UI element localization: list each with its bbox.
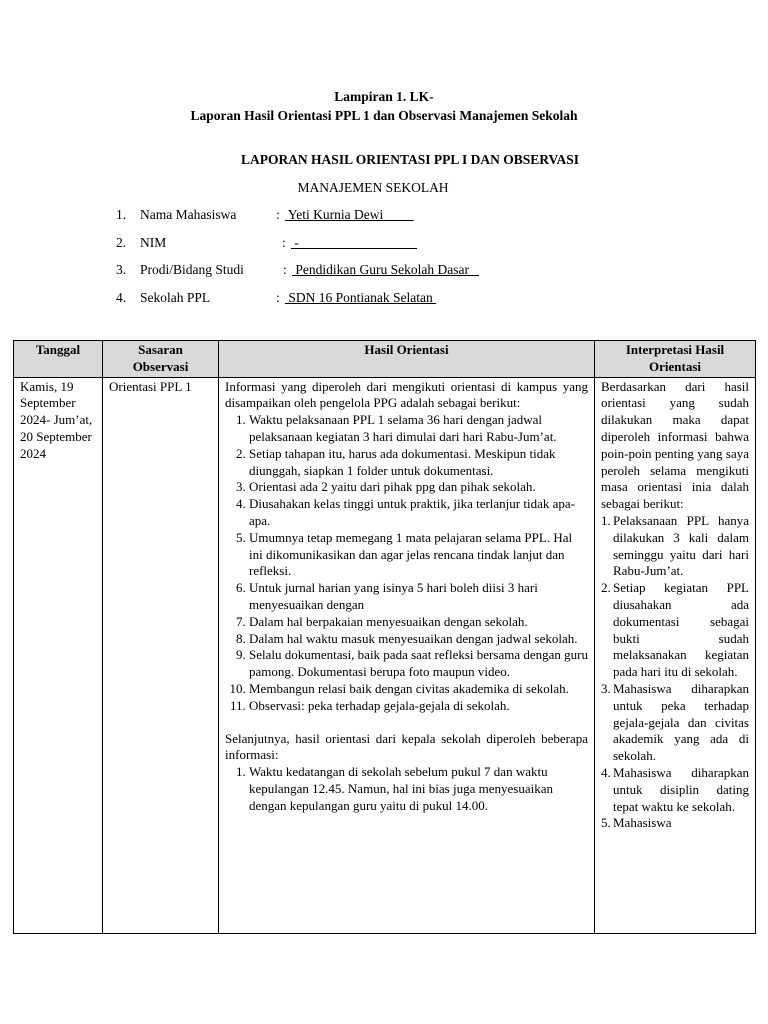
list-text: Setiap kegiatan PPL diusahakan ada dokumentasi sebagai bukti sudah melaksanakan kegiatan pada hari itu di sekolah. — [613, 580, 749, 680]
header-tanggal: Tanggal — [14, 341, 103, 378]
interpretasi-list-item — [601, 815, 749, 832]
list-number: 1. — [601, 512, 611, 528]
header-sasaran-observasi: Sasaran Observasi — [103, 341, 219, 378]
interpretasi-list-item — [601, 681, 749, 765]
field-value: SDN 16 Pontianak Selatan — [285, 290, 437, 305]
field-colon: : — [282, 235, 286, 250]
table-row — [14, 377, 756, 933]
hasil-intro: Informasi yang diperoleh dari mengikuti orientasi di kampus yang disampaikan oleh pengelola PPG adalah sebagai berikut: — [225, 378, 588, 411]
report-title-line1: LAPORAN HASIL ORIENTASI PPL I DAN OBSERVASI — [240, 152, 580, 167]
interpretasi-intro: Berdasarkan dari hasil orientasi yang sudah dilakukan maka dapat diperoleh informasi bahwa poin-poin penting yang saya peroleh selama mengikuti masa orientasi inia dalah sebagai berikut: — [601, 378, 749, 512]
interpretasi-list-item — [601, 580, 749, 681]
field-label: NIM — [140, 235, 167, 250]
orientation-table — [13, 340, 756, 934]
report-title-line2: MANAJEMEN SEKOLAH — [297, 180, 449, 195]
hasil-list-item: 4. Diusahakan kelas tinggi untuk praktik, jika terlanjur tidak apa-apa. — [249, 496, 588, 530]
field-number: 3. — [116, 262, 127, 277]
document-title: Laporan Hasil Orientasi PPL 1 dan Observasi Manajemen Sekolah — [190, 108, 578, 123]
interpretasi-list — [601, 513, 749, 832]
field-value: - — [291, 235, 417, 250]
hasil-list-item: 11. Observasi: peka terhadap gejala-gejala di sekolah. — [249, 698, 588, 715]
field-value: Pendidikan Guru Sekolah Dasar — [292, 262, 480, 277]
list-text: Mahasiswa — [613, 815, 672, 831]
header-interpretasi: Interpretasi Hasil Orientasi — [595, 341, 756, 378]
cell-hasil-orientasi — [219, 377, 595, 933]
hasil-list-item: 2. Setiap tahapan itu, harus ada dokumentasi. Meskipun tidak diunggah, siapkan 1 folder untuk dokumentasi. — [249, 446, 588, 480]
field-value: Yeti Kurnia Dewi — [285, 207, 414, 222]
field-number: 4. — [116, 290, 127, 305]
hasil-list-item: 6. Untuk jurnal harian yang isinya 5 hari boleh diisi 3 hari menyesuaikan dengan — [249, 580, 588, 614]
hasil-list — [225, 412, 588, 714]
list-number: 2. — [601, 580, 611, 596]
interpretasi-list-item — [601, 765, 749, 815]
field-number: 2. — [116, 235, 127, 250]
hasil-list-item: 7. Dalam hal berpakaian menyesuaikan dengan sekolah. — [249, 614, 588, 631]
field-colon: : — [283, 262, 287, 277]
hasil-list-item: 1. Waktu kedatangan di sekolah sebelum pukul 7 dan waktu kepulangan 12.45. Namun, hal ini bias juga menyesuaikan dengan kepulangan guru yaitu di pukul 14.00. — [249, 764, 588, 814]
list-text: Mahasiswa diharapkan untuk peka terhadap gejala-gejala dan civitas akademik yang ada di sekolah. — [613, 680, 749, 764]
hasil-list-item: 9. Selalu dokumentasi, baik pada saat refleksi bersama dengan guru pamong. Dokumentasi berupa foto maupun video. — [249, 647, 588, 681]
field-label: Sekolah PPL — [140, 290, 211, 305]
list-text: Mahasiswa diharapkan untuk disiplin dating tepat waktu ke sekolah. — [613, 764, 749, 814]
cell-sasaran: Orientasi PPL 1 — [103, 377, 219, 933]
field-colon: : — [276, 290, 280, 305]
hasil-list-item: 10. Membangun relasi baik dengan civitas akademika di sekolah. — [249, 681, 588, 698]
hasil-intro-kepala-sekolah: Selanjutnya, hasil orientasi dari kepala sekolah diperoleh beberapa informasi: — [225, 730, 588, 763]
appendix-label: Lampiran 1. LK- — [334, 89, 434, 104]
list-number: 4. — [601, 764, 611, 780]
field-colon: : — [276, 207, 280, 222]
table-header-row — [14, 341, 756, 378]
hasil-list-item: 8. Dalam hal waktu masuk menyesuaikan dengan jadwal sekolah. — [249, 631, 588, 648]
hasil-list-kepala-sekolah — [225, 764, 588, 814]
cell-tanggal: Kamis, 19 September 2024- Jum’at, 20 September 2024 — [14, 377, 103, 933]
hasil-list-item: 5. Umumnya tetap memegang 1 mata pelajaran selama PPL. Hal ini dikomunikasikan dan agar jelas rencana tindak lanjut dan refleksi. — [249, 530, 588, 580]
list-text: Pelaksanaan PPL hanya dilakukan 3 kali dalam seminggu yaitu dari hari Rabu-Jum’at. — [613, 512, 749, 579]
interpretasi-list-item — [601, 513, 749, 580]
list-number: 5. — [601, 815, 611, 831]
header-hasil-orientasi: Hasil Orientasi — [219, 341, 595, 378]
list-number: 3. — [601, 680, 611, 696]
hasil-list-item: 3. Orientasi ada 2 yaitu dari pihak ppg dan pihak sekolah. — [249, 479, 588, 496]
field-label: Nama Mahasiswa — [140, 207, 237, 222]
field-number: 1. — [116, 207, 127, 222]
cell-interpretasi — [595, 377, 756, 933]
hasil-list-item: 1. Waktu pelaksanaan PPL 1 selama 36 hari dengan jadwal pelaksanaan kegiatan 3 hari dimulai dari hari Rabu-Jum’at. — [249, 412, 588, 446]
field-label: Prodi/Bidang Studi — [140, 262, 244, 277]
